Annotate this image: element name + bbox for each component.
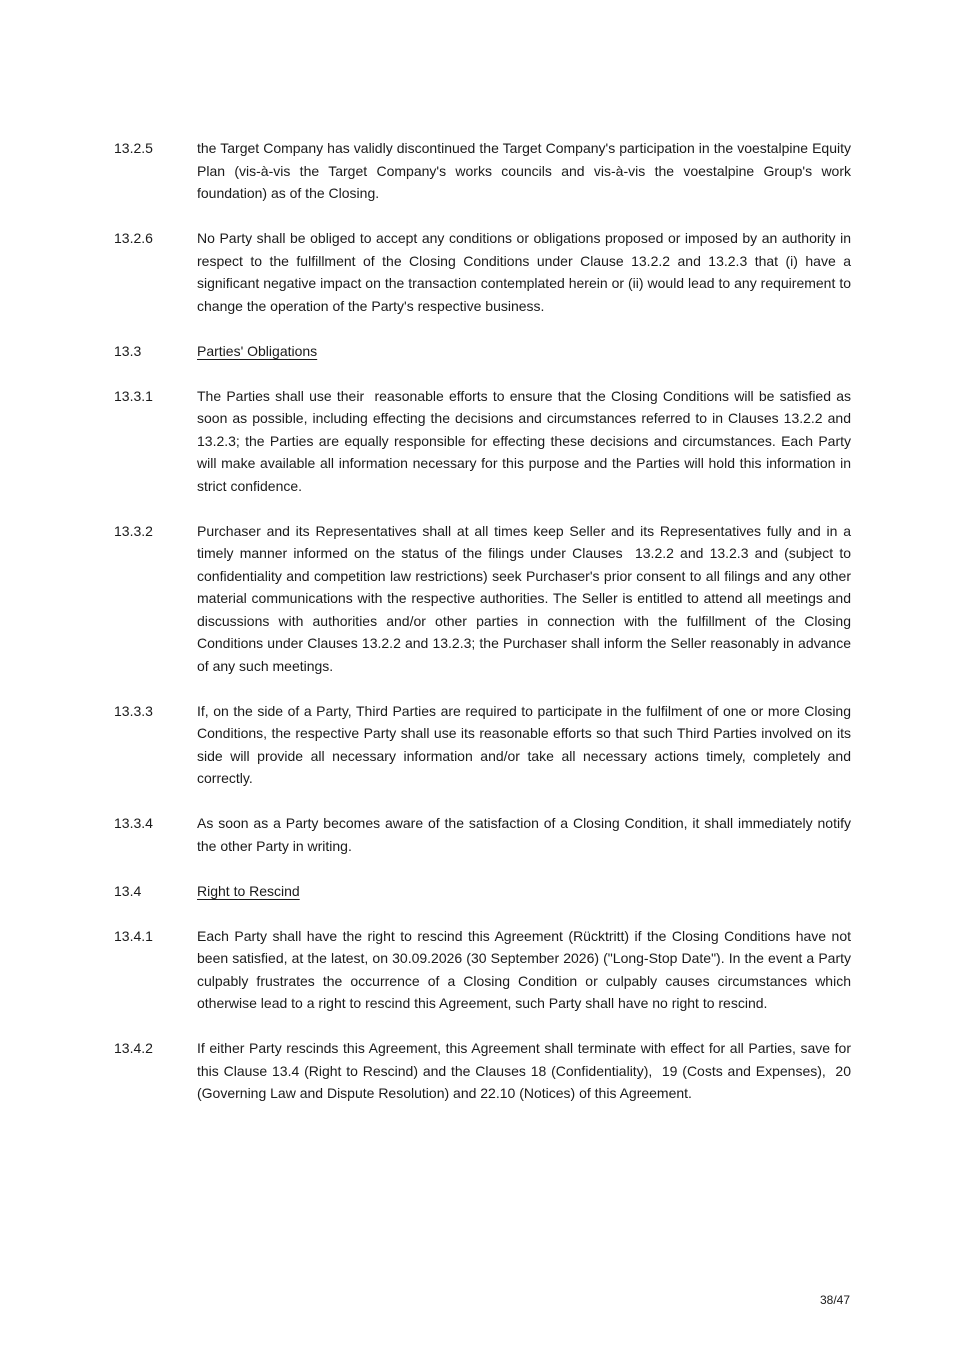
clause-number: 13.3.3 xyxy=(114,702,153,719)
clause-number: 13.4.1 xyxy=(114,927,153,944)
clause-number: 13.4.2 xyxy=(114,1040,153,1056)
clause-text: The Parties shall use their reasonable efforts to ensure that the Closing Conditions will be satisfied as soon as possible, including effecting the decisions and circumstances referred to in Clauses 13.2.2 and 13.2.3; the Parties are equally responsible for effecting these decisions and circumstances. Each Party will make available all information necessary for this purpose and the Parties will hold this information in strict confidence. xyxy=(197,387,855,494)
clause-number: 13.3 xyxy=(114,342,142,359)
clause-number: 13.3.4 xyxy=(114,815,153,831)
clause-text: If, on the side of a Party, Third Parties are required to participate in the fulfilment of one or more Closing Conditions, the respective Party shall use its reasonable efforts so that such Third Parties involved on its side will provide all necessary information and/or take all necessary actions timely, completely and correctly. xyxy=(197,702,855,786)
clause-number: 13.3.1 xyxy=(114,387,153,404)
clause-row xyxy=(114,520,855,678)
clause-row xyxy=(114,925,855,1015)
clause-number: 13.2.6 xyxy=(114,230,153,246)
clause-text: If either Party rescinds this Agreement, this Agreement shall terminate with effect for all Parties, save for this Clause 13.4 (Right to Rescind) and the Clauses 18 (Confidentiality), 19 (Costs and Expenses), 20 (Governing Law and Dispute Resolution) and 22.10 (Notices) of this Agreement. xyxy=(197,1040,855,1101)
clause-row xyxy=(114,137,855,205)
clause-number: 13.2.5 xyxy=(114,140,153,156)
clause-row xyxy=(114,880,851,903)
clause-row xyxy=(114,385,855,498)
clause-text: Each Party shall have the right to rescind this Agreement (Rücktritt) if the Closing Conditions have not been satisfied, at the latest, on 30.09.2026 (30 September 2026) ("Long-Stop Date"). In the event a Party culpably frustrates the occurrence of a Closing Condition or culpably causes circumstances which otherwise lead to a right to rescind this Agreement, such Party shall have no right to rescind. xyxy=(197,927,855,1011)
section-heading: Parties' Obligations xyxy=(197,342,318,359)
clause-number: 13.3.2 xyxy=(114,522,153,539)
clause-row xyxy=(114,1037,855,1105)
clause-text: Purchaser and its Representatives shall at all times keep Seller and its Representatives fully and in a timely manner informed on the status of the filings under Clauses 13.2.2 and 13.2.3 and (subject to confidentiality and competition law restrictions) seek Purchaser's prior consent to all filings and any other material communications with the respective authorities. The Seller is entitled to attend all meetings and discussions with authorities and/or other parties in connection with the fulfillment of the Closing Conditions under Clauses 13.2.2 and 13.2.3; the Purchaser shall inform the Seller reasonably in advance of any such meetings. xyxy=(197,522,855,674)
clause-row xyxy=(114,700,855,790)
clause-text: No Party shall be obliged to accept any conditions or obligations proposed or imposed by an authority in respect to the fulfillment of the Closing Conditions under Clause 13.2.2 and 13.2.3 that (i) have a significant negative impact on the transaction contemplated herein or (ii) would lead to any requirement to change the operation of the Party's respective business. xyxy=(197,230,855,314)
clause-row xyxy=(114,340,851,363)
clause-text: the Target Company has validly discontinued the Target Company's participation in the voestalpine Equity Plan (vis-à-vis the Target Company's works councils and vis-à-vis the voestalpine Group's work foundation) as of the Closing. xyxy=(197,140,855,201)
document-content xyxy=(114,137,855,1127)
section-heading: Right to Rescind xyxy=(197,882,300,899)
page-number: 38/47 xyxy=(819,1293,850,1307)
clause-row xyxy=(114,227,855,317)
clause-text: As soon as a Party becomes aware of the satisfaction of a Closing Condition, it shall immediately notify the other Party in writing. xyxy=(197,815,855,854)
clause-row xyxy=(114,812,855,857)
clause-number: 13.4 xyxy=(114,882,142,899)
